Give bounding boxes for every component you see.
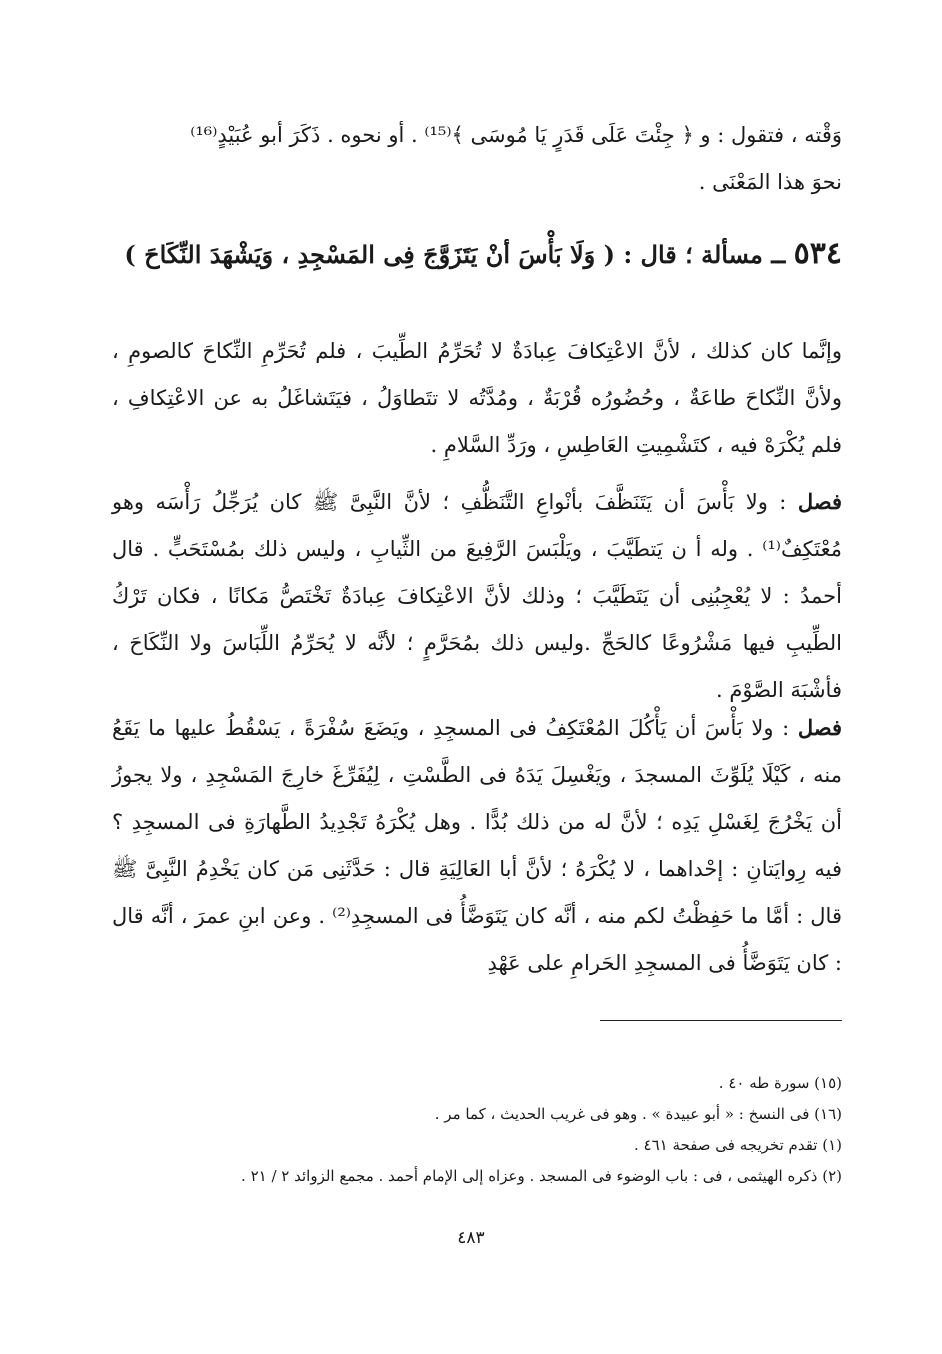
paragraph-2-text: : ولا بَأْسَ أن يَتَنَظَّفَ بأنْواعِ التَّنَظُّفِ ؛ لأنَّ النَّبِىَّ ﷺ كان يُرَجِّلُ رَأْسَه وهو مُعْتَكِفٌ⁽¹⁾ . وله أ ن يَتطَيَّبَ ، ويَلْبَسَ الرَّفِيعَ من الثِّيابِ ، وليس ذلك بمُسْتَحَبٍّ . قال أحمدُ : لا يُعْجِبُنِى أن يَتَطَيَّبَ ؛ وذلك لأنَّ الاعْتِكافَ عِبادَةٌ تَخْتَصُّ مَكانًا ، فكان تَرْكُ الطِّيبِ فيها مَشْرُوعًا كالحَجِّ .وليس ذلك بمُحَرَّمٍ ؛ لأنَّه لا يُحَرِّمُ اللِّبَاسَ ولا النِّكَاحَ ، فأشْبَهَ الصَّوْمَ . [112,490,842,702]
page-number: ٤٨٣ [457,1228,485,1248]
issue-number: ٥٣٤ [793,236,842,271]
issue-lead: ــ مسألة ؛ قال : [614,240,794,269]
paragraph-3-text: : ولا بَأْسَ أن يَأْكُلَ المُعْتَكِفُ فى المسجِدِ ، ويَضَعَ سُفْرَةً ، يَسْقُطُ عليها ما يَقَعُ منه ، كَيْلَا يُلَوِّثَ المسجدَ ، ويَغْسِلَ يَدَهُ فى الطَّسْتِ ، لِيُفَرِّغَ خارِجَ المَسْجِدِ ، ولا يجوزُ أن يَخْرُجَ لِغَسْلِ يَدِه ؛ لأنَّ له من ذلك بُدًّا . وهل يُكْرَهُ تَجْدِيدُ الطَّهارَةِ فى المسجِدِ ؟ فيه رِوايَتانِ : إحْداهما ، لا يُكْرَهُ ؛ لأنَّ أبا العَالِيَةِ قال : حَدَّثَنِى مَن كان يَخْدِمُ النَّبِىَّ ﷺ قال : أمَّا ما حَفِظْتُ لكم منه ، أنَّه كان يَتَوَضَّأُ فى المسجِدِ⁽²⁾ . وعن ابنِ عمرَ ، أنَّه قال : كان يَتَوَضَّأُ فى المسجِدِ الحَرامِ على عَهْدِ [112,716,842,975]
intro-line-1: وَقْته ، فتقول : و ﴿ جِئْتَ عَلَى قَدَرٍ يَا مُوسَى ﴾⁽¹⁵⁾ . أو نحوه . ذَكَرَ أبو عُبَيْدٍ⁽¹⁶⁾ [190,123,842,147]
paragraph-1-text: وإنَّما كان كذلك ، لأنَّ الاعْتِكافَ عِبادَةٌ لا تُحَرِّمُ الطِّيبَ ، فلم تُحَرِّمِ النِّكاحَ كالصومِ ، ولأنَّ النِّكاحَ طاعَةٌ ، وحُضُورُه قُرْبَةٌ ، ومُدَّتُه لا تتَطاوَلُ ، فيَتَشاغَلُ به عن الاعْتِكافِ ، فلم يُكْرَهْ فيه ، كتَشْمِيتِ العَاطِسِ ، ورَدِّ السَّلامِ . [112,339,842,457]
paragraph-2 [112,478,842,714]
intro-line-2: نحوَ هذا المَعْنَى . [698,170,842,194]
footnote-1: (١) تقدم تخريجه فى صفحة ٤٦١ . [633,1136,842,1154]
footnote-2: (٢) ذكره الهيثمى ، فى : باب الوضوء فى المسجد . وعزاه إلى الإمام أحمد . مجمع الزوائد ٢ / ٢١ . [241,1167,842,1185]
footnote-divider [600,1020,842,1021]
fasl-label-1: فصل [797,489,842,514]
footnote-16: (١٦) فى النسخ : « أبو عبيدة » . وهو فى غريب الحديث ، كما مر . [434,1105,842,1123]
issue-heading [112,230,842,279]
footnote-15: (١٥) سورة طه ٤٠ . [718,1074,842,1092]
footnotes [112,1068,842,1192]
intro-paragraph [112,112,842,206]
fasl-label-2: فصل [797,715,842,740]
paragraph-3 [112,704,842,987]
issue-text: ( وَلَا بَأْسَ أنْ يَتَزَوَّجَ فِى المَسْجِدِ ، وَيَشْهَدَ النِّكَاحَ ) [124,240,615,269]
paragraph-1 [112,328,842,469]
